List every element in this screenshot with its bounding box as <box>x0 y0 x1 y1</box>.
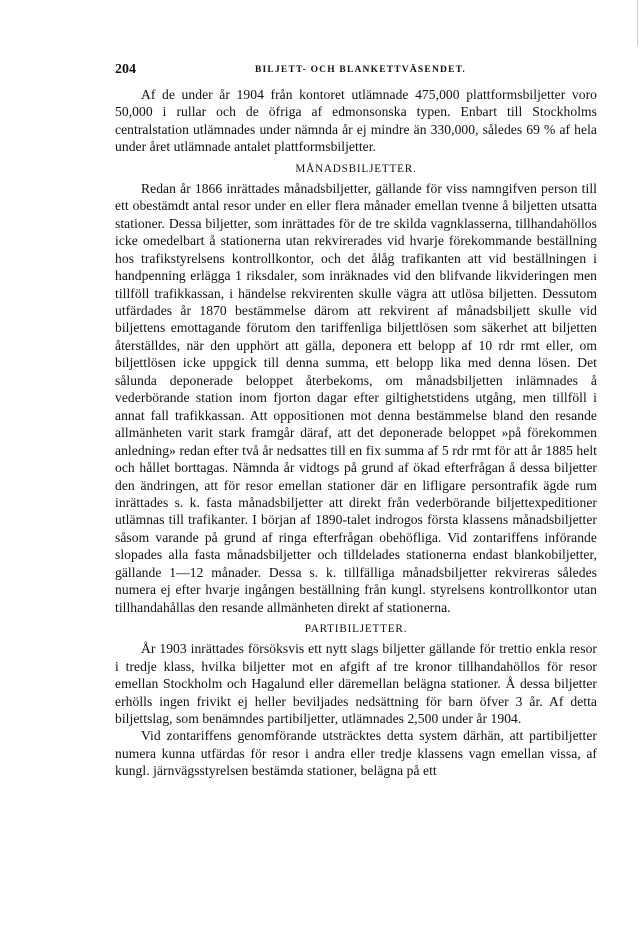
scan-edge-mark <box>637 0 638 46</box>
book-page <box>115 62 597 780</box>
page-header <box>115 62 597 86</box>
manadsbiljetter-paragraph: Redan år 1866 inrättades månadsbiljetter, gällande för viss namngifven person till ett obestämdt antal resor under en eller flera månader emellan tvenne å biljetten utsatta stationer. Dessa biljetter, som inrättades för de tre skilda vagnklasserna, tillhandahöllos icke omedelbart å stationerna utan rekvirerades vid hvarje förekommande beställning hos trafikstyrelsens kontrollkontor, och det ålåg trafikanten att vid beställningen i handpenning erlägga 1 riksdaler, som inräknades vid den blifvande likvideringen men tillföll trafikkassan, i händelse rekvirenten skulle vägra att utlösa biljetten. Dessutom utfärdades år 1870 bestämmelse därom att rekvirent af månadsbiljett skulle vid biljettens emottagande förutom den tariffenliga biljettlösen som säkerhet att biljetten återställdes, när den upphört att gälla, deponera ett belopp af 10 rdr rmt eller, om biljettlösen icke uppgick till denna summa, ett belopp lika med denna lösen. Det sålunda deponerade beloppet återbekoms, om månadsbiljetten inlämnades å vederbörande station inom fjorton dagar efter giltighetstidens utgång, men tillföll i annat fall trafikkassan. Att oppositionen mot denna bestämmelse bland den resande allmänheten varit stark framgår däraf, att det deponerade beloppet »på förekommen anledning» redan efter två år nedsattes till en fix summa af 5 rdr rmt för att år 1885 helt och hållet borttagas. Nämnda år vidtogs på grund af ökad efterfrågan å dessa biljetter den ändringen, att för resor emellan stationer där en lifligare persontrafik ägde rum inrättades s. k. fasta månadsbiljetter att direkt från vederbörande biljettexpeditioner utlämnas till trafikanter. I början af 1890-talet indrogos första klassens månadsbiljetter såsom varande på grund af ringa efterfrågan obehöfliga. Vid zontariffens införande slopades alla fasta månadsbiljetter och tilldelades stationerna endast blankobiljetter, gällande 1—12 månader. Dessa s. k. tillfälliga månadsbiljetter rekvireras således numera ej efter hvarje ingången beställning från kungl. styrelsens kontrollkontor utan tillhandahållas den resande allmänheten direkt af stationerna. <box>115 180 597 615</box>
section-heading-partibiljetter: PARTIBILJETTER. <box>304 623 408 636</box>
page-number: 204 <box>115 62 136 77</box>
partibiljetter-paragraph-1: År 1903 inrättades försöksvis ett nytt slags biljetter gällande för trettio enkla resor i tredje klass, hvilka biljetter mot en afgift af tre kronor tillhandahöllos för resor emellan Stockholm och Hagalund eller däremellan belägna stationer. Å dessa biljetter erhölls ingen frivikt ej heller beviljades nedsättning för barn öfver 3 år. Af detta biljettslag, som benämndes partibiljetter, utlämnades 2,500 under år 1904. <box>115 641 597 726</box>
section-heading-manadsbiljetter: MÅNADSBILJETTER. <box>295 162 417 175</box>
running-title: BILJETT- OCH BLANKETTVÄSENDET. <box>255 65 467 75</box>
intro-paragraph: Af de under år 1904 från kontoret utlämnade 475,000 plattformsbiljetter voro 50,000 i rullar och de öfriga af edmonsonska typen. Enbart till Stockholms centralstation utlämnades under nämnda år ej mindre än 330,000, således 69 % af hela under året utlämnade antalet plattformsbiljetter. <box>115 87 597 155</box>
partibiljetter-paragraph-2: Vid zontariffens genomförande utsträcktes detta system därhän, att partibiljetter numera kunna utfärdas för resor i andra eller tredje klassens vagn emellan vissa, af kungl. järnvägsstyrelsen bestämda stationer, belägna på ett <box>115 728 597 779</box>
